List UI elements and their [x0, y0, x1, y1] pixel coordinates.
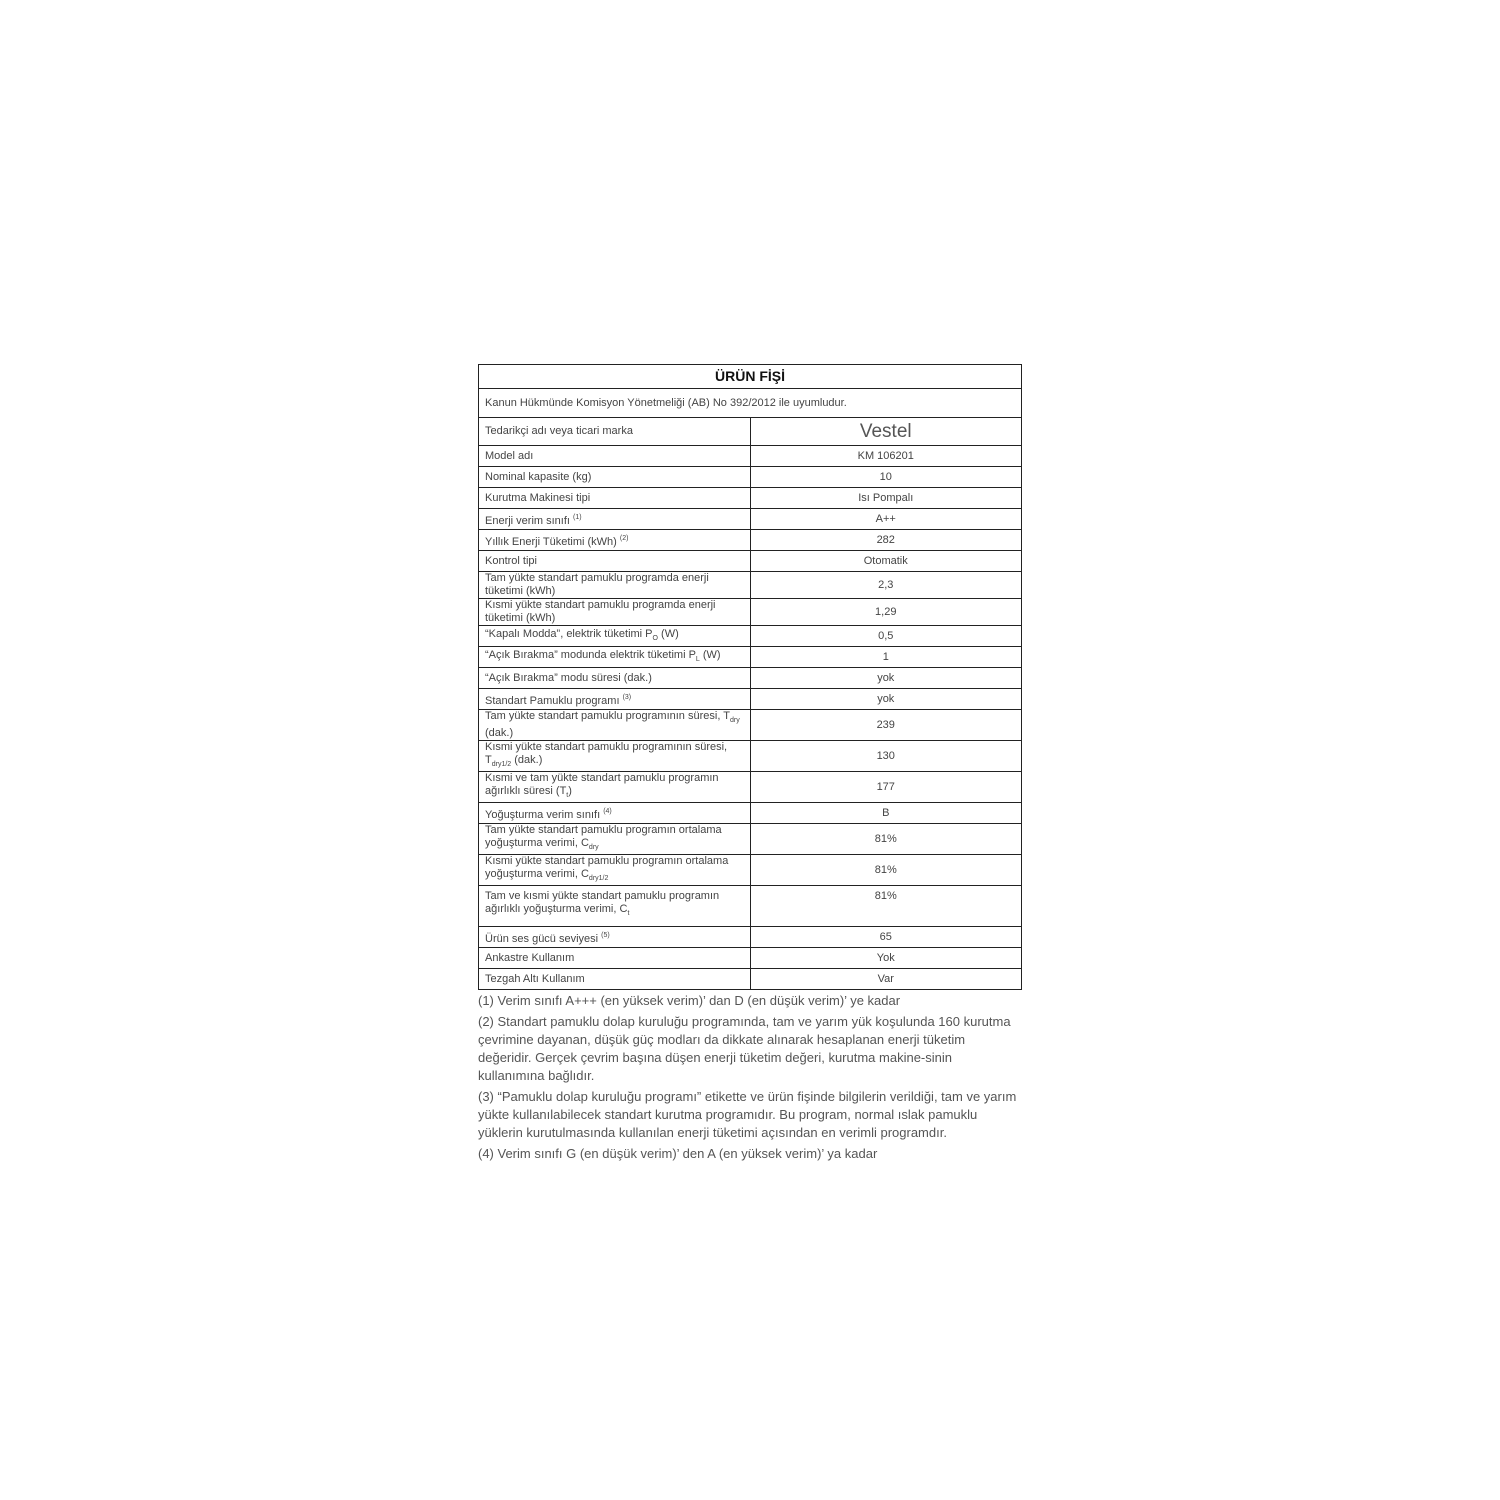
row-label: [479, 626, 751, 647]
row-footnote-ref: (4): [603, 807, 612, 815]
row-label: [479, 803, 751, 824]
row-label-text: Kısmi ve tam yükte standart pamuklu programın ağırlıklı süresi (T: [485, 772, 719, 797]
table-row: [479, 488, 1022, 509]
row-label-text: Kısmi yükte standart pamuklu programın ortalama yoğuşturma verimi, C: [485, 855, 729, 880]
row-label-suffix: (W): [699, 648, 721, 661]
row-value: 1,29: [750, 599, 1022, 626]
table-row: [479, 710, 1022, 741]
footnote-3: (3) “Pamuklu dolap kuruluğu programı” etikette ve ürün fişinde bilgilerin verildiği, tam ve yarım yükte kullanılabilecek standart kurutma programıdır. Bu program, normal ıslak pamuklu yüklerin kurutulmasında kullanılan enerji tüketimi açısından en verimli programdır.: [478, 1089, 1017, 1140]
row-label: [479, 530, 751, 551]
row-label-text: Kısmi yükte standart pamuklu programda enerji tüketimi (kWh): [485, 599, 716, 624]
footnotes: [478, 992, 1022, 1163]
row-label: [479, 488, 751, 509]
table-row: [479, 927, 1022, 948]
row-label: [479, 824, 751, 855]
row-value: Otomatik: [750, 551, 1022, 572]
row-label: [479, 886, 751, 927]
row-label: [479, 572, 751, 599]
table-row: [479, 626, 1022, 647]
row-label: [479, 969, 751, 990]
table-row: [479, 741, 1022, 772]
row-label-text: Enerji verim sınıfı: [485, 514, 570, 527]
table-row: [479, 824, 1022, 855]
row-value: 81%: [750, 824, 1022, 855]
table-row: [479, 647, 1022, 668]
row-value: Yok: [750, 948, 1022, 969]
table-row: [479, 855, 1022, 886]
row-value: 10: [750, 467, 1022, 488]
row-value: 177: [750, 772, 1022, 803]
row-label-text: Tam ve kısmi yükte standart pamuklu programın ağırlıklı yoğuşturma verimi, C: [485, 890, 720, 915]
row-label-text: Kurutma Makinesi tipi: [485, 491, 591, 504]
brand-value: Vestel: [750, 418, 1022, 446]
row-value: 1: [750, 647, 1022, 668]
row-footnote-ref: (1): [573, 513, 582, 521]
row-value: 65: [750, 927, 1022, 948]
row-label-suffix: (dak.): [511, 754, 543, 766]
table-row: [479, 509, 1022, 530]
row-value: A++: [750, 509, 1022, 530]
row-label-subscript: dry1/2: [588, 875, 609, 882]
table-row: [479, 969, 1022, 990]
table-row: [479, 668, 1022, 689]
row-label: [479, 551, 751, 572]
table-row: [479, 467, 1022, 488]
row-footnote-ref: (5): [601, 931, 610, 939]
row-label-text: Yıllık Enerji Tüketimi (kWh): [485, 535, 617, 548]
footnote-4: (4) Verim sınıfı G (en düşük verim)’ den A (en yüksek verim)’ ya kadar: [478, 1146, 878, 1161]
row-label-text: “Kapalı Modda”, elektrik tüketimi P: [485, 627, 653, 640]
row-label-text: “Açık Bırakma” modu süresi (dak.): [485, 671, 652, 684]
table-row: [479, 446, 1022, 467]
table-row: [479, 689, 1022, 710]
row-label-subscript: t: [627, 910, 630, 917]
row-label: [479, 855, 751, 886]
row-label: [479, 599, 751, 626]
table-row: [479, 886, 1022, 927]
row-label: [479, 772, 751, 803]
footnote-2: (2) Standart pamuklu dolap kuruluğu programında, tam ve yarım yük koşulunda 160 kurutma çevrimine dayanan, düşük güç modları da dikkate alınarak hesaplanan enerji tüketim değeridir. Gerçek çevrim başına düşen enerji tüketim değeri, kurutma makine-sinin kullanımına bağlıdır.: [478, 1014, 1011, 1083]
row-label-suffix: ): [568, 785, 572, 797]
row-value: 0,5: [750, 626, 1022, 647]
row-value: yok: [750, 668, 1022, 689]
row-value: 282: [750, 530, 1022, 551]
row-label-text: Ankastre Kullanım: [485, 951, 575, 964]
row-label-text: Standart Pamuklu programı: [485, 694, 620, 707]
row-label: [479, 927, 751, 948]
row-label: [479, 647, 751, 668]
row-label-text: Ürün ses gücü seviyesi: [485, 932, 599, 945]
row-label: [479, 668, 751, 689]
row-label-subscript: dry: [588, 844, 599, 851]
row-value: B: [750, 803, 1022, 824]
row-footnote-ref: (2): [619, 534, 629, 542]
table-row: [479, 803, 1022, 824]
product-fiche: [478, 364, 1022, 1166]
row-label-text: Tam yükte standart pamuklu programda enerji tüketimi (kWh): [485, 572, 709, 597]
row-value: 2,3: [750, 572, 1022, 599]
row-label-text: Model adı: [485, 449, 534, 462]
row-footnote-ref: (3): [622, 693, 632, 701]
table-row: [479, 948, 1022, 969]
row-value: KM 106201: [750, 446, 1022, 467]
row-value: 239: [750, 710, 1022, 741]
row-label-subscript: t: [566, 792, 569, 799]
footnote-1: (1) Verim sınıfı A+++ (en yüksek verim)’ dan D (en düşük verim)’ ye kadar: [478, 993, 901, 1008]
row-label: [479, 509, 751, 530]
row-label: [479, 741, 751, 772]
row-value: 81%: [750, 886, 1022, 927]
row-label: [479, 689, 751, 710]
row-label-subscript: dry: [729, 717, 740, 724]
table-row: [479, 772, 1022, 803]
row-value: 81%: [750, 855, 1022, 886]
row-label-subscript: dry1/2: [491, 761, 512, 768]
table-row: [479, 599, 1022, 626]
row-label: [479, 948, 751, 969]
row-value: Var: [750, 969, 1022, 990]
row-label: [479, 710, 751, 741]
row-label-text: Nominal kapasite (kg): [485, 470, 592, 483]
row-label-text: Kısmi yükte standart pamuklu programının süresi, T: [485, 741, 728, 766]
row-label: [479, 467, 751, 488]
row-label-suffix: (dak.): [485, 727, 514, 739]
row-label-text: Yoğuşturma verim sınıfı: [485, 808, 601, 821]
row-label-text: Tedarikçi adı veya ticari marka: [485, 425, 633, 437]
fiche-rows: [479, 418, 1022, 990]
row-label-suffix: (W): [657, 627, 679, 640]
row-label: [479, 446, 751, 467]
row-label-subscript: L: [695, 655, 700, 663]
row-value: 130: [750, 741, 1022, 772]
fiche-title: ÜRÜN FİŞİ: [479, 365, 1022, 389]
table-row: [479, 418, 1022, 446]
table-row: [479, 551, 1022, 572]
row-label-text: Tam yükte standart pamuklu programın ortalama yoğuşturma verimi, C: [485, 824, 722, 849]
row-label-text: Tezgah Altı Kullanım: [485, 972, 585, 985]
table-row: [479, 530, 1022, 551]
row-label: [479, 418, 751, 446]
row-value: yok: [750, 689, 1022, 710]
regulation-note: Kanun Hükmünde Komisyon Yönetmeliği (AB) No 392/2012 ile uyumludur.: [479, 389, 1022, 418]
row-label-text: “Açık Bırakma” modunda elektrik tüketimi P: [485, 648, 696, 661]
row-label-text: Tam yükte standart pamuklu programının süresi, T: [485, 710, 730, 722]
row-label-text: Kontrol tipi: [485, 554, 537, 567]
row-label-subscript: O: [652, 634, 658, 642]
row-value: Isı Pompalı: [750, 488, 1022, 509]
table-row: [479, 572, 1022, 599]
fiche-table: [478, 364, 1022, 990]
